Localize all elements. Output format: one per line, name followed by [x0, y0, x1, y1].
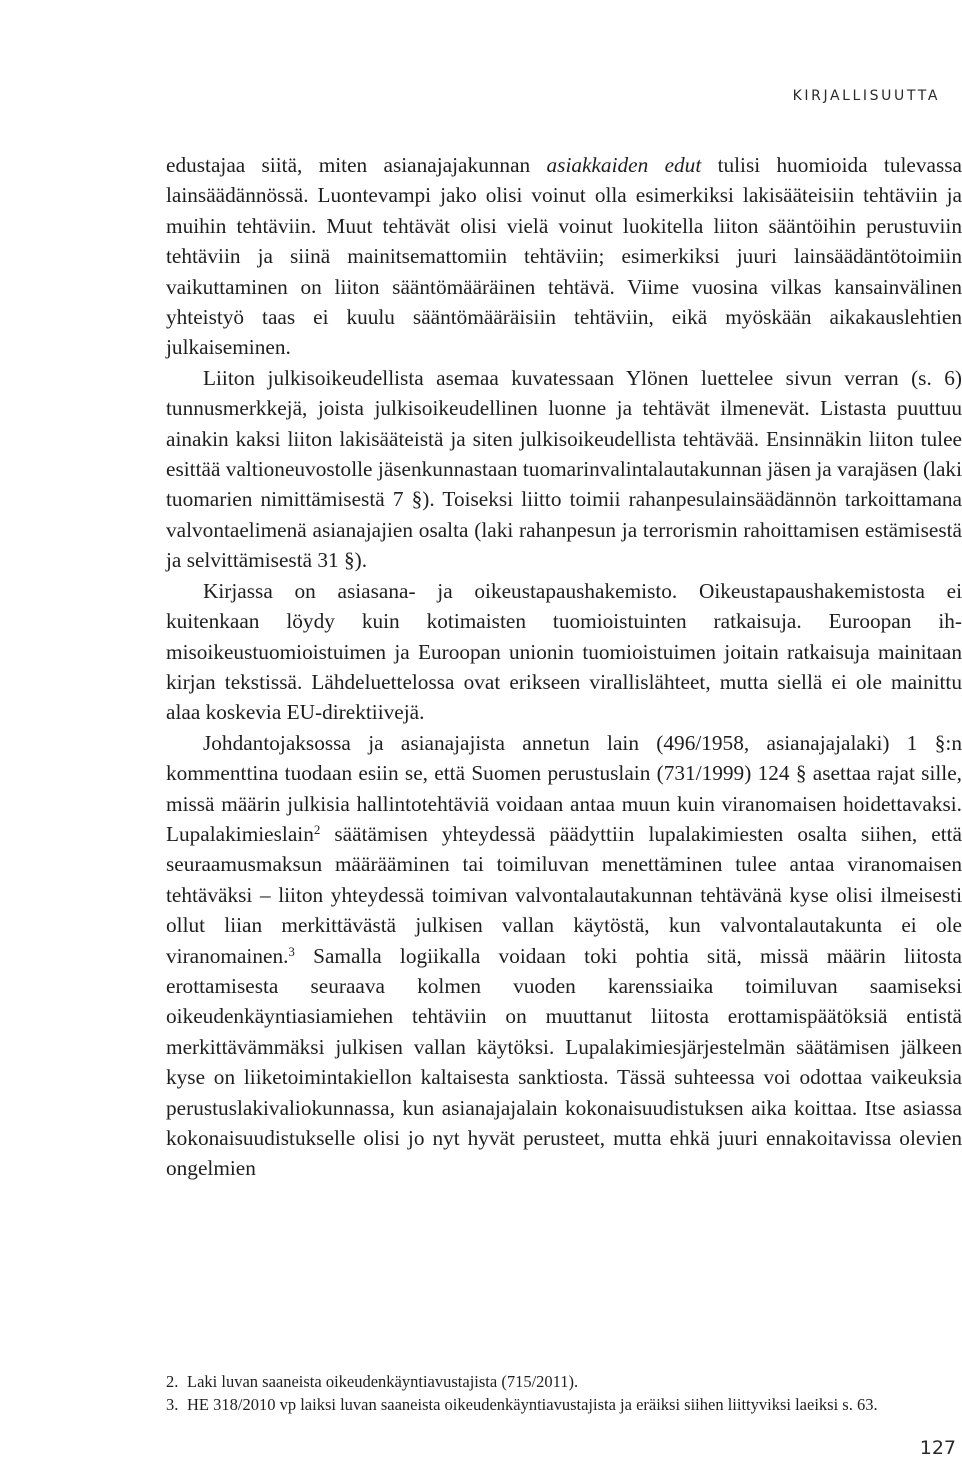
body-text — [166, 150, 962, 1184]
paragraph — [166, 363, 962, 576]
footnotes — [166, 1370, 962, 1416]
paragraph — [166, 728, 962, 1184]
text-run: Samalla logiikalla voidaan toki pohtia sitä, missä määrin liitosta erottamisesta seuraava kolmen vuoden karenssiaika toimiluvan saamiseksi oikeudenkäyntiasiamiehen tehtäviin on muuttanut liitosta erottamispäätöksiä entistä merkittävämmäksi julkisen vallan käytöksi. Lupalakimiesjärjestelmän säätämisen jälkeen kyse on liiketoimintakiellon kaltaisesta sanktiosta. Tässä suhteessa voi odottaa vaikeuksia perustuslakivaliokunnassa, kun asianajajalain kokonaisuudistuksen aika koittaa. Itse asiassa kokonaisuudistukselle olisi jo nyt hyvät perusteet, mutta ehkä juuri ennakoitavissa olevien ongelmien — [166, 943, 962, 1181]
text-run: Kirjassa on asiasana- ja oikeustapaushakemisto. Oikeustapaushakemistosta ei kuitenkaan löydy kuin kotimaisten tuomioistuinten ratkaisuja. Euroopan ihmisoikeustuomioistuimen ja Euroopan unionin tuomioistuimen joitain ratkaisuja mainitaan kirjan tekstissä. Lähdeluettelossa ovat erikseen virallislähteet, mutta siellä ei ole mainittu alaa koskevia EU-direktiivejä. — [166, 578, 962, 725]
text-run: säätämisen yhteydessä päädyttiin lupalakimiesten osalta siihen, että seuraamusmaksun määrääminen tai toimiluvan menettäminen tulee antaa viranomaisen tehtäväksi – liiton yhteydessä toimivan valvontalautakunnan tehtävänä kyse olisi ilmeisesti ollut liian merkittävästä julkisen vallan käytöstä, kun valvontalautakunta ei ole viranomainen. — [166, 821, 962, 968]
footnote — [166, 1370, 962, 1393]
page-number: 127 — [919, 1437, 956, 1459]
footnote-number: 2. — [166, 1372, 179, 1391]
text-run: Liiton julkisoikeudellista asemaa kuvatessaan Ylönen luettelee sivun verran (s. 6) tunnusmerkkejä, joista julkisoikeudellinen luonne ja tehtävät ilmenevät. Listasta puuttuu ainakin kaksi liiton lakisääteistä ja siten julkisoikeudellista tehtävää. Ensinnäkin liiton tulee esittää valtioneuvostolle jäsenkunnastaan tuomarinvalintalautakunnan jäsen ja varajäsen (laki tuomarien nimittämisestä 7 §). Toiseksi liitto toimii rahanpesulainsäädännön tarkoittamana valvontaelimenä asianajajien osalta (laki rahanpesun ja terrorismin rahoittamisen estämisestä ja selvittämisestä 31 §). — [166, 365, 962, 573]
text-run: edustajaa siitä, miten asianajajakunnan — [166, 153, 547, 177]
paragraph — [166, 150, 962, 363]
footnote-text: Laki luvan saaneista oikeudenkäyntiavustajista (715/2011). — [187, 1372, 579, 1391]
paragraph — [166, 576, 962, 728]
text-run: tulisi huomioida tulevassa lainsäädännössä. Luontevampi jako olisi voinut olla esimerkiksi lakisääteisiin tehtäviin ja muihin tehtäviin. Muut tehtävät olisi vielä voinut luokitella liiton sääntöihin perustuviin tehtäviin ja siinä mainitsemattomiin tehtäviin; esimerkiksi juuri lainsäädäntötoimiin vaikuttaminen on liiton sääntömääräinen tehtävä. Viime vuosina vilkas kansainvälinen yhteistyö taas ei kuulu sääntömääräisiin tehtäviin, eikä myöskään aikakauslehtien julkaiseminen. — [166, 153, 962, 360]
footnote-ref: 2 — [313, 821, 321, 837]
footnote-ref: 3 — [288, 943, 295, 959]
text-run: Johdantojaksossa ja asianajajista annetun lain (496/1958, asianajajalaki) 1 §:n kommenttina tuodaan esiin se, että Suomen perustuslain (731/1999) 124 § asettaa rajat sille, missä määrin julkisia hallintotehtäviä voidaan antaa muun kuin viranomaisen hoidettavaksi. Lupalakimieslain — [166, 730, 962, 846]
footnote-number: 3. — [166, 1395, 179, 1414]
running-header: KIRJALLISUUTTA — [792, 88, 940, 104]
italic-text: asiakkaiden edut — [546, 153, 702, 177]
footnote — [166, 1393, 962, 1416]
footnote-text: HE 318/2010 vp laiksi luvan saaneista oikeudenkäyntiavustajista ja eräiksi siihen liittyviksi laeiksi s. 63. — [187, 1395, 878, 1414]
